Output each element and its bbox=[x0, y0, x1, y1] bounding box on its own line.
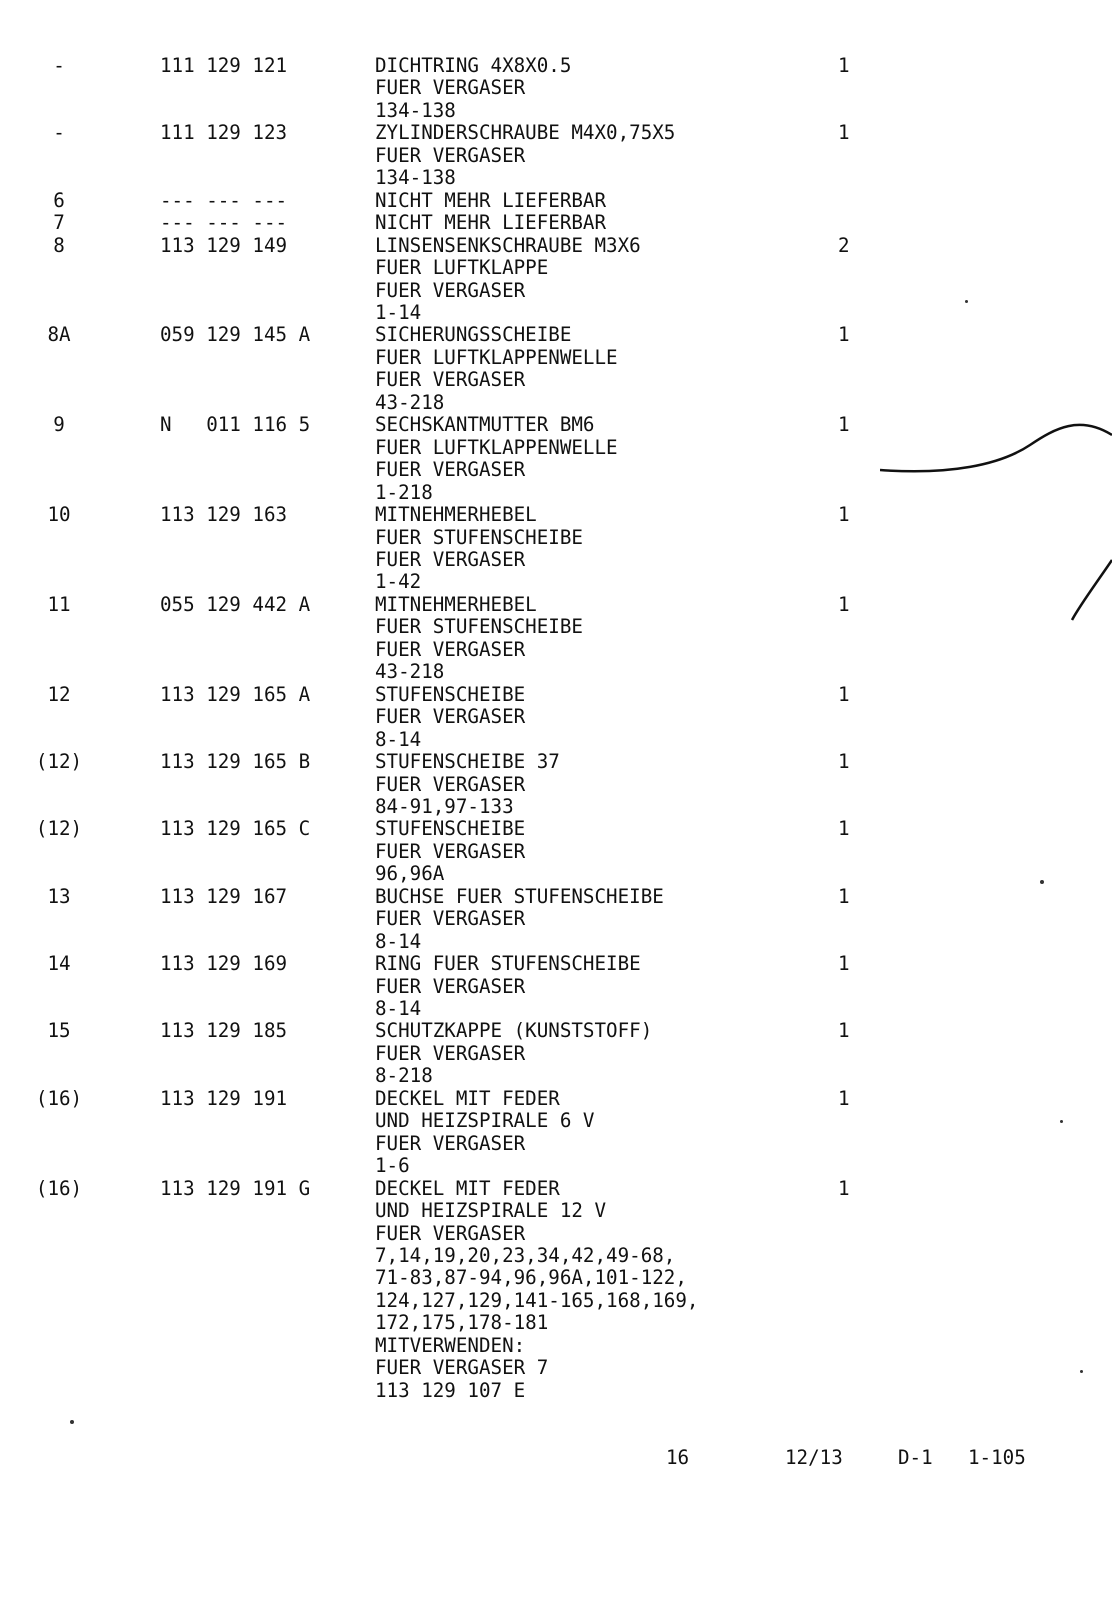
part-number: 059 129 145 A bbox=[160, 323, 311, 347]
position-number: 7 bbox=[53, 211, 65, 235]
quantity: 1 bbox=[838, 323, 850, 347]
part-row bbox=[0, 324, 1112, 414]
description-line: NICHT MEHR LIEFERBAR bbox=[375, 211, 607, 235]
description-line: 134-138 bbox=[375, 98, 456, 122]
description-line: MITNEHMERHEBEL bbox=[375, 592, 537, 616]
part-number: 113 129 165 B bbox=[160, 750, 311, 774]
scan-speck bbox=[965, 300, 968, 303]
quantity: 1 bbox=[838, 1176, 850, 1200]
description-line: FUER STUFENSCHEIBE bbox=[375, 525, 583, 549]
description-line: FUER VERGASER bbox=[375, 547, 526, 571]
description-line: 1-6 bbox=[375, 1154, 410, 1178]
description-line: ZYLINDERSCHRAUBE M4X0,75X5 bbox=[375, 121, 676, 145]
description-line: 8-14 bbox=[375, 727, 422, 751]
description-line: LINSENSENKSCHRAUBE M3X6 bbox=[375, 233, 641, 257]
quantity: 1 bbox=[838, 54, 850, 77]
part-description bbox=[375, 212, 1112, 234]
part-number: 055 129 442 A bbox=[160, 592, 311, 616]
description-line: DICHTRING 4X8X0.5 bbox=[375, 54, 572, 77]
part-description bbox=[375, 684, 1112, 751]
part-number: 113 129 169 bbox=[160, 952, 288, 976]
part-row bbox=[0, 190, 1112, 212]
scan-speck bbox=[1040, 880, 1044, 884]
part-description bbox=[375, 235, 1112, 325]
description-line: FUER VERGASER 7 bbox=[375, 1356, 549, 1380]
quantity: 1 bbox=[838, 413, 850, 437]
position-number: 10 bbox=[47, 503, 71, 527]
description-line: 8-218 bbox=[375, 1064, 433, 1088]
part-row bbox=[0, 55, 1112, 122]
description-line: 1-14 bbox=[375, 300, 422, 324]
position-number: 9 bbox=[53, 413, 65, 437]
part-row bbox=[0, 1088, 1112, 1178]
part-number: --- --- --- bbox=[160, 211, 288, 235]
description-line: 43-218 bbox=[375, 660, 445, 684]
description-line: BUCHSE FUER STUFENSCHEIBE bbox=[375, 884, 664, 908]
position-number: (16) bbox=[35, 1086, 83, 1110]
description-line: FUER VERGASER bbox=[375, 278, 526, 302]
quantity: 1 bbox=[838, 503, 850, 527]
footer-date: 12/13 bbox=[785, 1446, 843, 1469]
part-description bbox=[375, 324, 1112, 414]
description-line: STUFENSCHEIBE bbox=[375, 817, 526, 841]
part-number: 111 129 123 bbox=[160, 121, 288, 145]
position-number: - bbox=[53, 54, 65, 77]
description-line: FUER LUFTKLAPPENWELLE bbox=[375, 345, 618, 369]
footer-page-number: 16 bbox=[666, 1446, 690, 1469]
quantity: 1 bbox=[838, 682, 850, 706]
footer-reference: 1-105 bbox=[968, 1446, 1026, 1469]
description-line: 8-14 bbox=[375, 929, 422, 953]
position-number: 14 bbox=[47, 952, 71, 976]
position-number: 13 bbox=[47, 884, 71, 908]
part-number: --- --- --- bbox=[160, 188, 288, 212]
quantity: 1 bbox=[838, 121, 850, 145]
part-row bbox=[0, 953, 1112, 1020]
part-number: 111 129 121 bbox=[160, 54, 288, 77]
part-description bbox=[375, 1088, 1112, 1178]
description-line: FUER VERGASER bbox=[375, 637, 526, 661]
description-line: UND HEIZSPIRALE 6 V bbox=[375, 1109, 595, 1133]
description-line: SCHUTZKAPPE (KUNSTSTOFF) bbox=[375, 1019, 653, 1043]
position-number: 12 bbox=[47, 682, 71, 706]
description-line: MITVERWENDEN: bbox=[375, 1333, 526, 1357]
part-row bbox=[0, 1178, 1112, 1403]
part-number: 113 129 191 bbox=[160, 1086, 288, 1110]
part-number: 113 129 165 C bbox=[160, 817, 311, 841]
description-line: FUER VERGASER bbox=[375, 907, 526, 931]
part-description bbox=[375, 818, 1112, 885]
description-line: 113 129 107 E bbox=[375, 1378, 526, 1402]
description-line: 8-14 bbox=[375, 997, 422, 1021]
part-number: 113 129 163 bbox=[160, 503, 288, 527]
description-line: FUER VERGASER bbox=[375, 1041, 526, 1065]
position-number: 8A bbox=[47, 323, 71, 347]
description-line: FUER LUFTKLAPPE bbox=[375, 256, 549, 280]
part-description bbox=[375, 190, 1112, 212]
description-line: SECHSKANTMUTTER BM6 bbox=[375, 413, 595, 437]
description-line: 1-218 bbox=[375, 480, 433, 504]
description-line: FUER VERGASER bbox=[375, 1131, 526, 1155]
part-number: 113 129 149 bbox=[160, 233, 288, 257]
position-number: 15 bbox=[47, 1019, 71, 1043]
part-row bbox=[0, 235, 1112, 325]
quantity: 2 bbox=[838, 233, 850, 257]
description-line: FUER VERGASER bbox=[375, 458, 526, 482]
part-number: 113 129 191 G bbox=[160, 1176, 311, 1200]
position-number: (16) bbox=[35, 1176, 83, 1200]
part-description bbox=[375, 55, 1112, 122]
part-row bbox=[0, 684, 1112, 751]
position-number: 11 bbox=[47, 592, 71, 616]
description-line: FUER VERGASER bbox=[375, 974, 526, 998]
scan-artifact-curve bbox=[880, 420, 1112, 640]
description-line: RING FUER STUFENSCHEIBE bbox=[375, 952, 641, 976]
part-number: N 011 116 5 bbox=[160, 413, 311, 437]
description-line: STUFENSCHEIBE 37 bbox=[375, 750, 560, 774]
description-line: 43-218 bbox=[375, 390, 445, 414]
scan-speck bbox=[70, 1420, 74, 1424]
part-description bbox=[375, 751, 1112, 818]
quantity: 1 bbox=[838, 750, 850, 774]
description-line: FUER VERGASER bbox=[375, 368, 526, 392]
description-line: 71-83,87-94,96,96A,101-122, bbox=[375, 1266, 687, 1290]
description-line: 7,14,19,20,23,34,42,49-68, bbox=[375, 1244, 676, 1268]
description-line: 172,175,178-181 bbox=[375, 1311, 549, 1335]
description-line: SICHERUNGSSCHEIBE bbox=[375, 323, 572, 347]
description-line: FUER LUFTKLAPPENWELLE bbox=[375, 435, 618, 459]
position-number: 6 bbox=[53, 188, 65, 212]
position-number: (12) bbox=[35, 817, 83, 841]
part-description bbox=[375, 1178, 1112, 1403]
quantity: 1 bbox=[838, 1019, 850, 1043]
quantity: 1 bbox=[838, 592, 850, 616]
quantity: 1 bbox=[838, 884, 850, 908]
description-line: 84-91,97-133 bbox=[375, 794, 514, 818]
part-row bbox=[0, 1020, 1112, 1087]
quantity: 1 bbox=[838, 817, 850, 841]
description-line: 124,127,129,141-165,168,169, bbox=[375, 1288, 699, 1312]
description-line: FUER VERGASER bbox=[375, 76, 526, 100]
description-line: STUFENSCHEIBE bbox=[375, 682, 526, 706]
part-number: 113 129 165 A bbox=[160, 682, 311, 706]
description-line: 96,96A bbox=[375, 862, 445, 886]
part-description bbox=[375, 122, 1112, 189]
position-number: - bbox=[53, 121, 65, 145]
description-line: NICHT MEHR LIEFERBAR bbox=[375, 188, 607, 212]
position-number: (12) bbox=[35, 750, 83, 774]
description-line: MITNEHMERHEBEL bbox=[375, 503, 537, 527]
part-row bbox=[0, 886, 1112, 953]
part-description bbox=[375, 886, 1112, 953]
part-row bbox=[0, 751, 1112, 818]
scan-speck bbox=[1080, 1370, 1083, 1373]
position-number: 8 bbox=[53, 233, 65, 257]
description-line: FUER VERGASER bbox=[375, 772, 526, 796]
description-line: DECKEL MIT FEDER bbox=[375, 1086, 560, 1110]
description-line: 134-138 bbox=[375, 166, 456, 190]
part-number: 113 129 185 bbox=[160, 1019, 288, 1043]
part-number: 113 129 167 bbox=[160, 884, 288, 908]
quantity: 1 bbox=[838, 952, 850, 976]
quantity: 1 bbox=[838, 1086, 850, 1110]
description-line: 1-42 bbox=[375, 570, 422, 594]
description-line: DECKEL MIT FEDER bbox=[375, 1176, 560, 1200]
description-line: FUER VERGASER bbox=[375, 705, 526, 729]
part-row bbox=[0, 212, 1112, 234]
parts-list bbox=[0, 55, 1112, 1402]
footer-group: D-1 bbox=[898, 1446, 933, 1469]
description-line: FUER VERGASER bbox=[375, 839, 526, 863]
description-line: FUER STUFENSCHEIBE bbox=[375, 615, 583, 639]
description-line: UND HEIZSPIRALE 12 V bbox=[375, 1199, 607, 1223]
part-description bbox=[375, 953, 1112, 1020]
description-line: FUER VERGASER bbox=[375, 143, 526, 167]
description-line: FUER VERGASER bbox=[375, 1221, 526, 1245]
part-description bbox=[375, 1020, 1112, 1087]
scan-speck bbox=[1060, 1120, 1063, 1123]
part-row bbox=[0, 818, 1112, 885]
part-row bbox=[0, 122, 1112, 189]
